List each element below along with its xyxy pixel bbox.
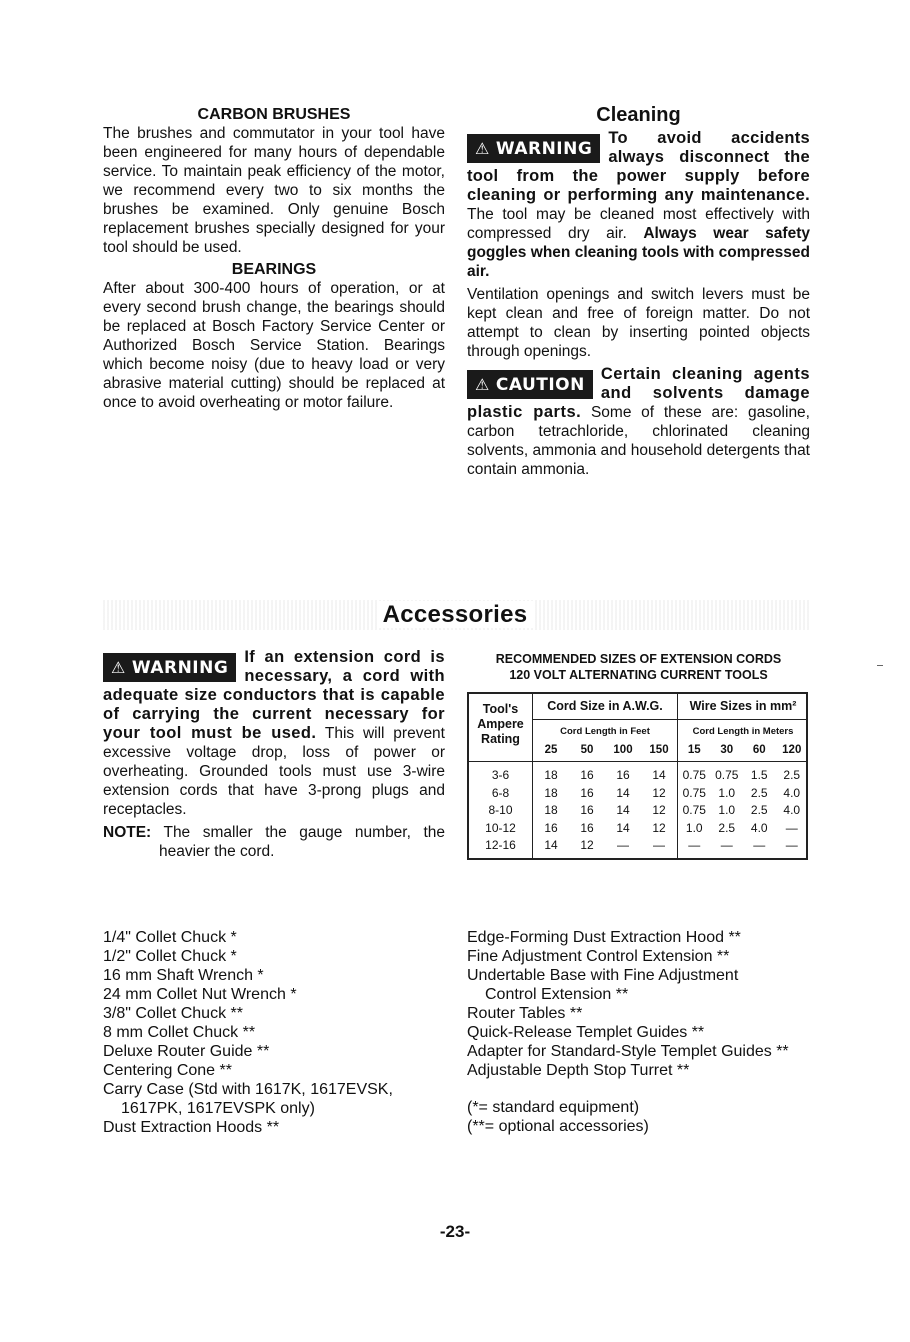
awg-cell: 16 <box>616 768 630 782</box>
list-item: Control Extension ** <box>485 986 629 1003</box>
length-value: 60 <box>752 744 766 756</box>
ventilation-text: Ventilation openings and switch levers must be kept clean and free of foreign matter. Do not attempt to clean by inserting pointed objects through openings. <box>467 286 810 360</box>
meters-subheader: Cord Length in Meters <box>692 726 794 737</box>
list-item: 1/2" Collet Chuck * <box>103 948 237 965</box>
mm-cell: 0.75 <box>682 803 706 817</box>
awg-cell: 12 <box>580 838 594 852</box>
length-value: 150 <box>649 744 669 756</box>
ampere-cell: 8-10 <box>488 803 513 817</box>
length-value: 120 <box>782 744 802 756</box>
list-item: 24 mm Collet Nut Wrench * <box>103 986 297 1003</box>
bearings-text: After about 300-400 hours of operation, or at every second brush change, the bearings should be replaced at Bosch Factory Service Center or Authorized Bosch Service Station. Bearings which become noisy (due to heavy load or very abrasive material cutting) should be replaced at once to avoid overheating or motor failure. <box>103 280 445 411</box>
list-item: (**= optional accessories) <box>467 1118 649 1135</box>
length-value: 100 <box>613 744 633 756</box>
mm-cell: 4.0 <box>783 785 801 800</box>
extension-warning-rest: This will prevent excessive voltage drop, loss of power or overheating. Grounded tools must use 3-wire extension cords that have 3-prong plugs and receptacles. <box>103 725 445 818</box>
mm-cell: — <box>785 838 798 852</box>
awg-cell: 18 <box>544 785 558 800</box>
feet-lengths-row <box>533 744 677 758</box>
cleaning-caution-bold: Certain cleaning agents and solvents damage plastic parts. <box>467 365 810 421</box>
table-caption-line2: 120 VOLT ALTERNATING CURRENT TOOLS <box>509 668 768 682</box>
awg-cell: 14 <box>544 838 558 852</box>
note-paragraph <box>103 823 445 861</box>
warning-label: WARNING <box>495 139 593 159</box>
list-item: Dust Extraction Hoods ** <box>103 1119 280 1136</box>
mm-cell: — <box>753 838 766 852</box>
list-item: 8 mm Collet Chuck ** <box>103 1024 256 1041</box>
accessories-heading <box>0 601 910 629</box>
mm-cell: 2.5 <box>783 768 801 782</box>
awg-cell: 16 <box>580 768 594 782</box>
awg-cell: 16 <box>580 785 594 800</box>
table-divider <box>469 761 806 762</box>
length-value: 25 <box>544 744 558 756</box>
awg-cell: 14 <box>616 785 630 800</box>
accessories-list-right <box>467 928 827 1136</box>
header-rating: Rating <box>481 732 520 746</box>
awg-header: Cord Size in A.W.G. <box>547 699 663 713</box>
awg-cell: 18 <box>544 768 558 782</box>
table-divider <box>532 719 806 720</box>
awg-cell: 12 <box>652 803 666 817</box>
list-item: 16 mm Shaft Wrench * <box>103 967 264 984</box>
carbon-brushes-heading: CARBON BRUSHES <box>197 106 351 123</box>
extension-warning-badge <box>103 653 236 682</box>
extension-warning-bold: If an extension cord is necessary, a cord with adequate size conductors that is capable of carrying the current necessary for your tool must be used. <box>103 648 445 742</box>
awg-cell: 16 <box>580 820 594 835</box>
carbon-brushes-section <box>103 106 445 412</box>
mm-cell: — <box>785 820 798 835</box>
warning-triangle-icon: ⚠ <box>475 139 490 158</box>
cleaning-section <box>467 104 810 479</box>
awg-cell: 16 <box>580 803 594 817</box>
cleaning-warning-rest: The tool may be cleaned most effectively with compressed dry air. <box>467 206 810 242</box>
extension-cord-section <box>103 648 445 861</box>
right-accessory-list <box>467 928 827 1080</box>
list-item: Fine Adjustment Control Extension ** <box>467 948 730 965</box>
awg-cell: 14 <box>616 820 630 835</box>
awg-cell: 16 <box>544 820 558 835</box>
accessories-heading-text: Accessories <box>377 601 534 628</box>
awg-cell: — <box>617 838 629 852</box>
cleaning-caution-paragraph <box>467 365 810 479</box>
length-value: 50 <box>580 744 594 756</box>
ampere-cell: 6-8 <box>491 785 510 800</box>
cleaning-heading: Cleaning <box>596 104 681 126</box>
warning-badge <box>467 134 600 163</box>
mm-cell: — <box>720 838 733 852</box>
note-text: The smaller the gauge number, the heavier the cord. <box>151 824 445 860</box>
list-item: Router Tables ** <box>467 1005 583 1022</box>
mm-cell: 2.5 <box>750 785 768 800</box>
extension-warning-paragraph <box>103 648 445 819</box>
left-accessory-list <box>103 928 463 1137</box>
page-number: -23- <box>439 1222 471 1241</box>
header-tools: Tool's <box>482 702 519 716</box>
list-item: Deluxe Router Guide ** <box>103 1043 270 1060</box>
header-ampere: Ampere <box>477 717 524 731</box>
awg-cell: 18 <box>544 803 558 817</box>
carbon-brushes-text: The brushes and commutator in your tool have been engineered for many hours of dependable service. To maintain peak efficiency of the motor, we recommend every two to six months the brushes be examined. Only genuine Bosch replacement brushes specially designed for your tool should be used. <box>103 125 445 256</box>
cord-table-section <box>467 651 810 683</box>
awg-cell: 12 <box>652 820 666 835</box>
list-item: Edge-Forming Dust Extraction Hood ** <box>467 929 741 946</box>
note-label: NOTE: <box>103 824 152 841</box>
awg-cell: 12 <box>652 785 666 800</box>
ampere-cell: 3-6 <box>491 768 510 782</box>
awg-cell: — <box>653 838 665 852</box>
list-item: Centering Cone ** <box>103 1062 232 1079</box>
list-item: Adapter for Standard-Style Templet Guides ** <box>467 1043 789 1060</box>
list-item: Carry Case (Std with 1617K, 1617EVSK, <box>103 1081 393 1098</box>
mm-cell: 0.75 <box>715 768 739 782</box>
extension-cord-table <box>467 692 808 860</box>
mm-cell: 2.5 <box>750 803 768 817</box>
list-item: 1617PK, 1617EVSPK only) <box>121 1100 315 1117</box>
table-caption-line1: RECOMMENDED SIZES OF EXTENSION CORDS <box>495 652 782 666</box>
legend-list <box>467 1098 827 1136</box>
awg-cell: 14 <box>616 803 630 817</box>
bearings-heading: BEARINGS <box>231 261 317 278</box>
list-item: 3/8" Collet Chuck ** <box>103 1005 243 1022</box>
list-item: Quick-Release Templet Guides ** <box>467 1024 705 1041</box>
margin-mark <box>877 665 883 666</box>
awg-cell: 14 <box>652 768 666 782</box>
list-item: Adjustable Depth Stop Turret ** <box>467 1062 690 1079</box>
list-item: Undertable Base with Fine Adjustment <box>467 967 739 984</box>
mm-cell: 1.0 <box>718 785 736 800</box>
length-value: 15 <box>687 744 701 756</box>
cleaning-caution-rest: Some of these are: gasoline, carbon tetrachloride, chlorinated cleaning solvents, ammonia and household detergents that contain ammonia. <box>467 404 810 478</box>
cleaning-warning-bold: To avoid accidents always disconnect the tool from the power supply before cleaning or performing any maintenance. <box>467 129 810 204</box>
meter-lengths-row <box>678 744 808 758</box>
mm-cell: 0.75 <box>682 785 706 800</box>
extension-warning-label: WARNING <box>131 658 229 678</box>
caution-badge <box>467 370 593 399</box>
length-value: 30 <box>720 744 734 756</box>
mm-cell: 1.0 <box>685 820 703 835</box>
extension-warning-triangle-icon: ⚠ <box>111 658 126 677</box>
caution-label: CAUTION <box>495 375 585 395</box>
tools-ampere-header <box>469 702 532 747</box>
caution-triangle-icon: ⚠ <box>475 375 490 394</box>
mm-cell: 0.75 <box>682 768 706 782</box>
mm-cell: 1.0 <box>718 803 736 817</box>
mm-cell: 1.5 <box>750 768 768 782</box>
mm-cell: 2.5 <box>718 820 736 835</box>
table-body <box>469 768 806 858</box>
cleaning-warning-bold2: Always wear safety goggles when cleaning tools with compressed air. <box>467 225 810 280</box>
list-item: 1/4" Collet Chuck * <box>103 929 237 946</box>
cleaning-warning-paragraph <box>467 129 810 281</box>
ampere-cell: 10-12 <box>485 820 516 835</box>
list-item: (*= standard equipment) <box>467 1099 640 1116</box>
wire-size-header: Wire Sizes in mm² <box>689 699 797 713</box>
mm-cell: — <box>688 838 701 852</box>
feet-subheader: Cord Length in Feet <box>560 726 650 737</box>
mm-cell: 4.0 <box>750 820 768 835</box>
accessories-list-left <box>103 928 463 1137</box>
ampere-cell: 12-16 <box>485 838 516 852</box>
mm-cell: 4.0 <box>783 803 801 817</box>
